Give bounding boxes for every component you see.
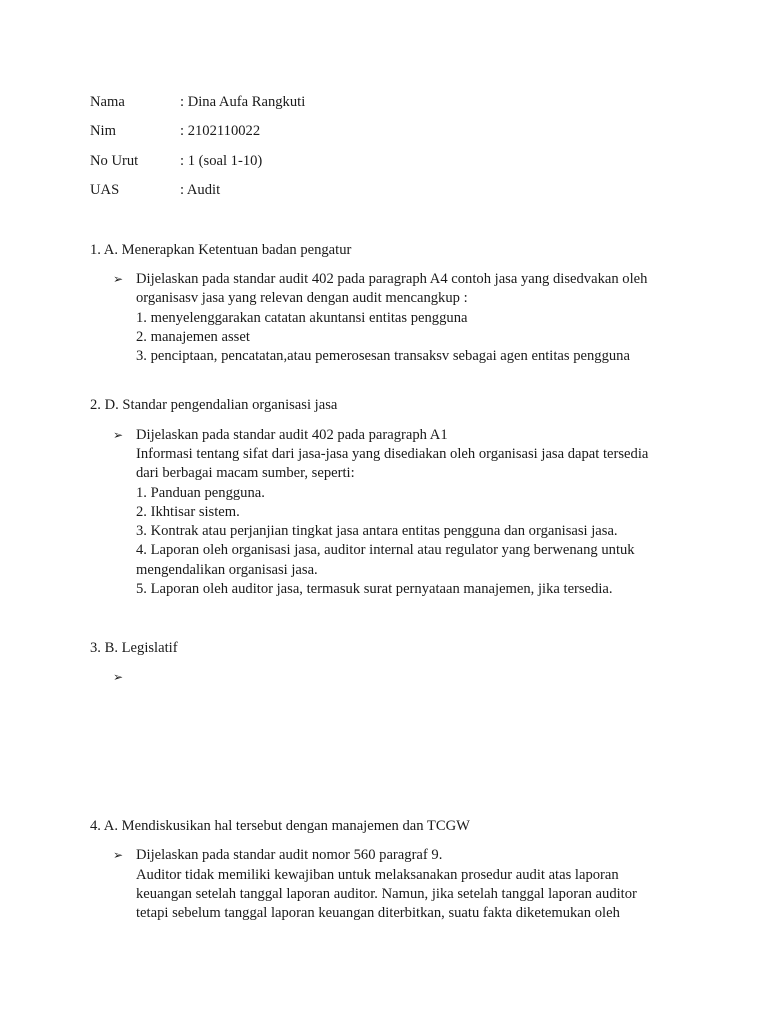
question-1-line: 3. penciptaan, pencatatan,atau pemerosesan transaksv sebagai agen entitas pengguna <box>136 348 630 364</box>
question-2-line: 4. Laporan oleh organisasi jasa, auditor internal atau regulator yang berwenang untuk <box>136 542 635 558</box>
bullet-arrow-icon: ➢ <box>113 272 124 286</box>
question-4-title: 4. A. Mendiskusikan hal tersebut dengan manajemen dan TCGW <box>90 818 470 834</box>
no-urut-label: No Urut <box>90 153 139 169</box>
question-2-line: 2. Ikhtisar sistem. <box>136 504 240 520</box>
bullet-arrow-icon: ➢ <box>113 670 124 684</box>
question-4-line: Auditor tidak memiliki kewajiban untuk melaksanakan prosedur audit atas laporan <box>136 867 619 883</box>
question-1-line: 2. manajemen asset <box>136 329 250 345</box>
question-2-line: dari berbagai macam sumber, seperti: <box>136 465 355 481</box>
question-1-title: 1. A. Menerapkan Ketentuan badan pengatur <box>90 242 352 258</box>
question-4-line: Dijelaskan pada standar audit nomor 560 paragraf 9. <box>136 847 443 863</box>
question-1-line: 1. menyelenggarakan catatan akuntansi entitas pengguna <box>136 310 468 326</box>
question-2-line: 3. Kontrak atau perjanjian tingkat jasa antara entitas pengguna dan organisasi jasa. <box>136 523 618 539</box>
question-2-line: 1. Panduan pengguna. <box>136 485 265 501</box>
uas-value: : Audit <box>180 182 221 198</box>
question-3-title: 3. B. Legislatif <box>90 640 178 656</box>
name-label: Nama <box>90 94 125 110</box>
question-1-line: Dijelaskan pada standar audit 402 pada paragraph A4 contoh jasa yang disedvakan oleh <box>136 271 648 287</box>
uas-label: UAS <box>90 182 120 198</box>
question-2-line: 5. Laporan oleh auditor jasa, termasuk surat pernyataan manajemen, jika tersedia. <box>136 581 613 597</box>
no-urut-value: : 1 (soal 1-10) <box>180 153 263 169</box>
question-2-line: mengendalikan organisasi jasa. <box>136 562 318 578</box>
question-4-line: keuangan setelah tanggal laporan auditor. Namun, jika setelah tanggal laporan auditor <box>136 886 637 902</box>
question-2-line: Informasi tentang sifat dari jasa-jasa yang disediakan oleh organisasi jasa dapat tersedia <box>136 446 649 462</box>
question-4-line: tetapi sebelum tanggal laporan keuangan diterbitkan, suatu fakta diketemukan oleh <box>136 905 620 921</box>
nim-label: Nim <box>90 123 116 139</box>
question-2-line: Dijelaskan pada standar audit 402 pada paragraph A1 <box>136 427 448 443</box>
name-value: : Dina Aufa Rangkuti <box>180 94 306 110</box>
question-1-line: organisasv jasa yang relevan dengan audit mencangkup : <box>136 290 468 306</box>
bullet-arrow-icon: ➢ <box>113 428 124 442</box>
question-2-title: 2. D. Standar pengendalian organisasi jasa <box>90 397 338 413</box>
bullet-arrow-icon: ➢ <box>113 848 124 862</box>
nim-value: : 2102110022 <box>180 123 261 139</box>
